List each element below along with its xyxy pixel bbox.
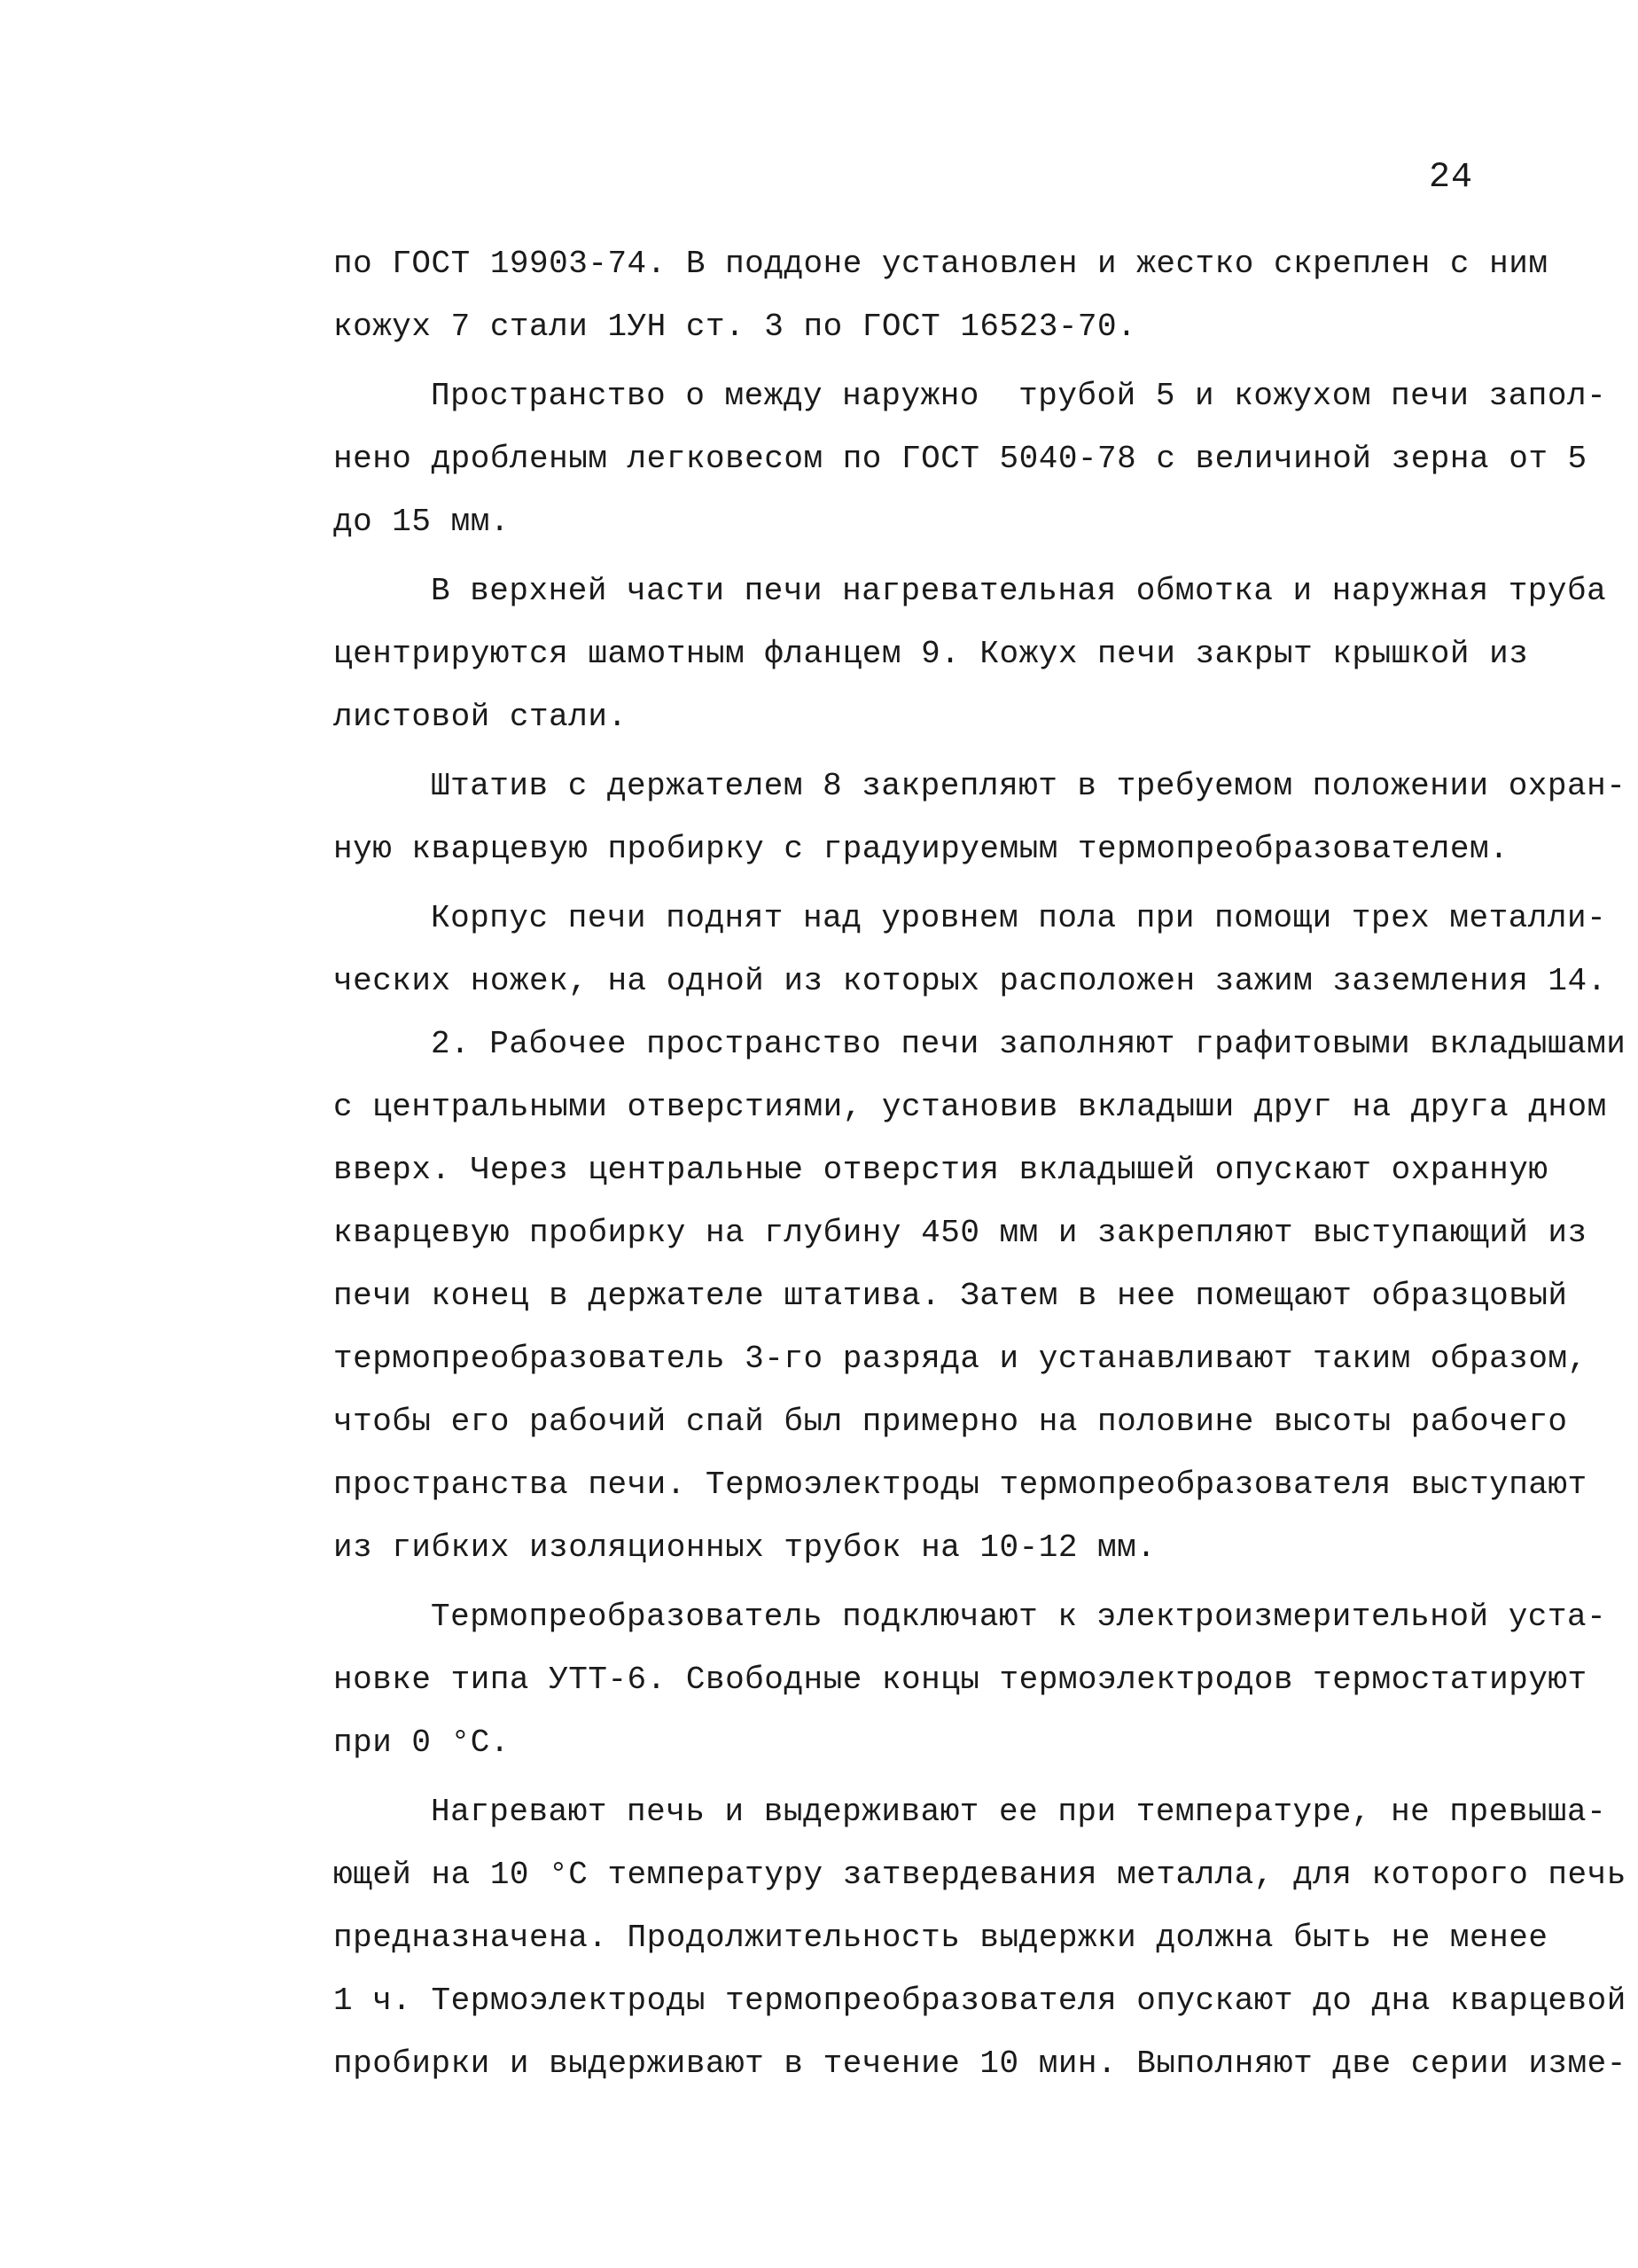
text-line: нено дробленым легковесом по ГОСТ 5040-78 с величиной зерна от 5 bbox=[333, 441, 1587, 477]
text-line: новке типа УТТ-6. Свободные концы термоэлектродов термостатируют bbox=[333, 1662, 1587, 1698]
text-line: 1 ч. Термоэлектроды термопреобразователя опускают до дна кварцевой bbox=[333, 1983, 1626, 2019]
paragraph bbox=[333, 1780, 1626, 2095]
text-line: центрируются шамотным фланцем 9. Кожух печи закрыт крышкой из bbox=[333, 636, 1529, 672]
paragraph bbox=[333, 1013, 1626, 1579]
text-line: предназначена. Продолжительность выдержки должна быть не менее bbox=[333, 1920, 1548, 1956]
paragraph bbox=[333, 364, 1607, 553]
paragraph bbox=[333, 232, 1556, 358]
text-line: Нагревают печь и выдерживают ее при температуре, не превыша- bbox=[431, 1794, 1607, 1830]
text-line: по ГОСТ 19903-74. В поддоне установлен и жестко скреплен с ним bbox=[333, 246, 1548, 282]
text-line: кварцевую пробирку на глубину 450 мм и закрепляют выступающий из bbox=[333, 1215, 1587, 1251]
text-line: Корпус печи поднят над уровнем пола при помощи трех металли- bbox=[431, 900, 1607, 936]
text-line: вверх. Через центральные отверстия вкладышей опускают охранную bbox=[333, 1152, 1548, 1188]
text-line: кожух 7 стали 1УН ст. 3 по ГОСТ 16523-70. bbox=[333, 309, 1137, 345]
paragraph bbox=[333, 887, 1607, 1013]
text-line: из гибких изоляционных трубок на 10-12 мм. bbox=[333, 1529, 1157, 1566]
paragraph bbox=[333, 1585, 1607, 1774]
text-line: печи конец в держателе штатива. Затем в нее помещают образцовый bbox=[333, 1278, 1568, 1314]
text-line: термопреобразователь 3-го разряда и устанавливают таким образом, bbox=[333, 1341, 1587, 1377]
text-line: ческих ножек, на одной из которых расположен зажим заземления 14. bbox=[333, 963, 1607, 999]
text-line: при 0 °С. bbox=[333, 1724, 510, 1761]
paragraph bbox=[333, 559, 1607, 748]
paragraph bbox=[333, 755, 1626, 880]
text-line: с центральными отверстиями, установив вкладыши друг на друга дном bbox=[333, 1089, 1607, 1125]
text-line: пробирки и выдерживают в течение 10 мин. Выполняют две серии изме- bbox=[333, 2045, 1626, 2082]
page-number: 24 bbox=[1428, 158, 1473, 198]
text-line: Термопреобразователь подключают к электроизмерительной уста- bbox=[431, 1599, 1607, 1635]
text-line: 2. Рабочее пространство печи заполняют графитовыми вкладышами bbox=[431, 1026, 1626, 1062]
text-line: ную кварцевую пробирку с градуируемым термопреобразователем. bbox=[333, 831, 1509, 867]
text-line: ющей на 10 °С температуру затвердевания металла, для которого печь bbox=[333, 1857, 1626, 1893]
text-line: пространства печи. Термоэлектроды термопреобразователя выступают bbox=[333, 1466, 1587, 1503]
document-body bbox=[333, 232, 1626, 2095]
text-line: Пространство о между наружно трубой 5 и кожухом печи запол- bbox=[431, 378, 1607, 414]
text-line: Штатив с держателем 8 закрепляют в требуемом положении охран- bbox=[431, 768, 1626, 804]
text-line: листовой стали. bbox=[333, 699, 628, 735]
text-line: чтобы его рабочий спай был примерно на половине высоты рабочего bbox=[333, 1404, 1568, 1440]
text-line: до 15 мм. bbox=[333, 504, 510, 540]
text-line: В верхней части печи нагревательная обмотка и наружная труба bbox=[431, 573, 1607, 609]
